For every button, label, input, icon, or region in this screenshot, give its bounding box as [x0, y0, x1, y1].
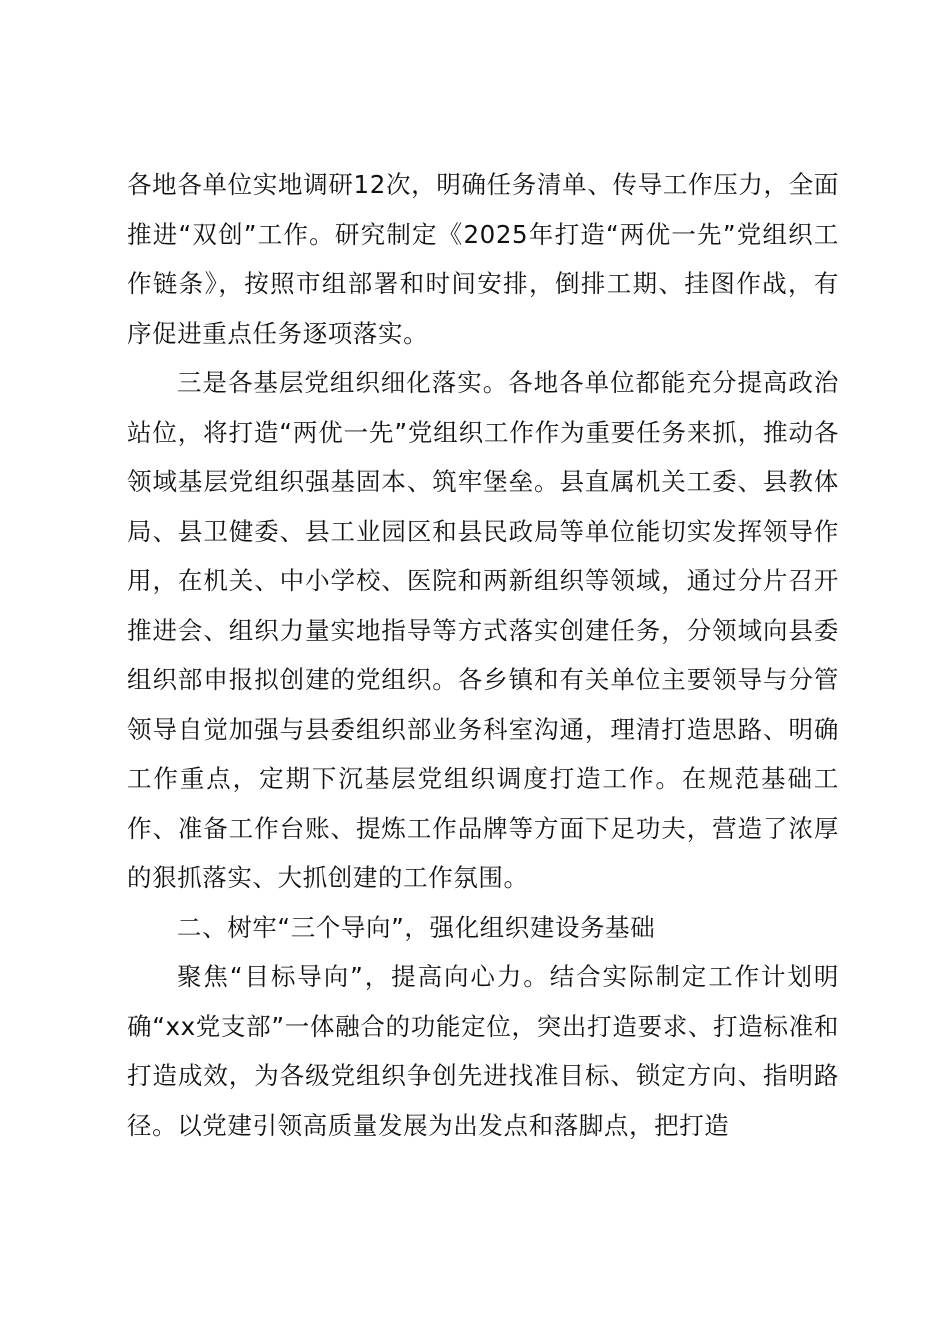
paragraph-1: 各地各单位实地调研12次，明确任务清单、传导工作压力，全面推进“双创”工作。研究制定《2025年打造“两优一先”党组织工作链条》，按照市组部署和时间安排，倒排工期、挂图作战，有序促进重点任务逐项落实。 — [127, 170, 839, 348]
section-heading: 二、树牢“三个导向”，强化组织建设务基础 — [177, 912, 656, 942]
document-page — [127, 160, 839, 1150]
paragraph-2: 三是各基层党组织细化落实。各地各单位都能充分提高政治站位，将打造“两优一先”党组织工作作为重要任务来抓，推动各领域基层党组织强基固本、筑牢堡垒。县直属机关工委、县教体局、县卫健委、县工业园区和县民政局等单位能切实发挥领导作用，在机关、中小学校、医院和两新组织等领域，通过分片召开推进会、组织力量实地指导等方式落实创建任务，分领域向县委组织部申报拟创建的党组织。各乡镇和有关单位主要领导与分管领导自觉加强与县委组织部业务科室沟通，理清打造思路、明确工作重点，定期下沉基层党组织调度打造工作。在规范基础工作、准备工作台账、提炼工作品牌等方面下足功夫，营造了浓厚的狠抓落实、大抓创建的工作氛围。 — [127, 368, 839, 892]
paragraph-3: 聚焦“目标导向”，提高向心力。结合实际制定工作计划明确“xx党支部”一体融合的功能定位，突出打造要求、打造标准和打造成效，为各级党组织争创先进找准目标、锁定方向、指明路径。以党建引领高质量发展为出发点和落脚点，把打造 — [127, 962, 839, 1140]
